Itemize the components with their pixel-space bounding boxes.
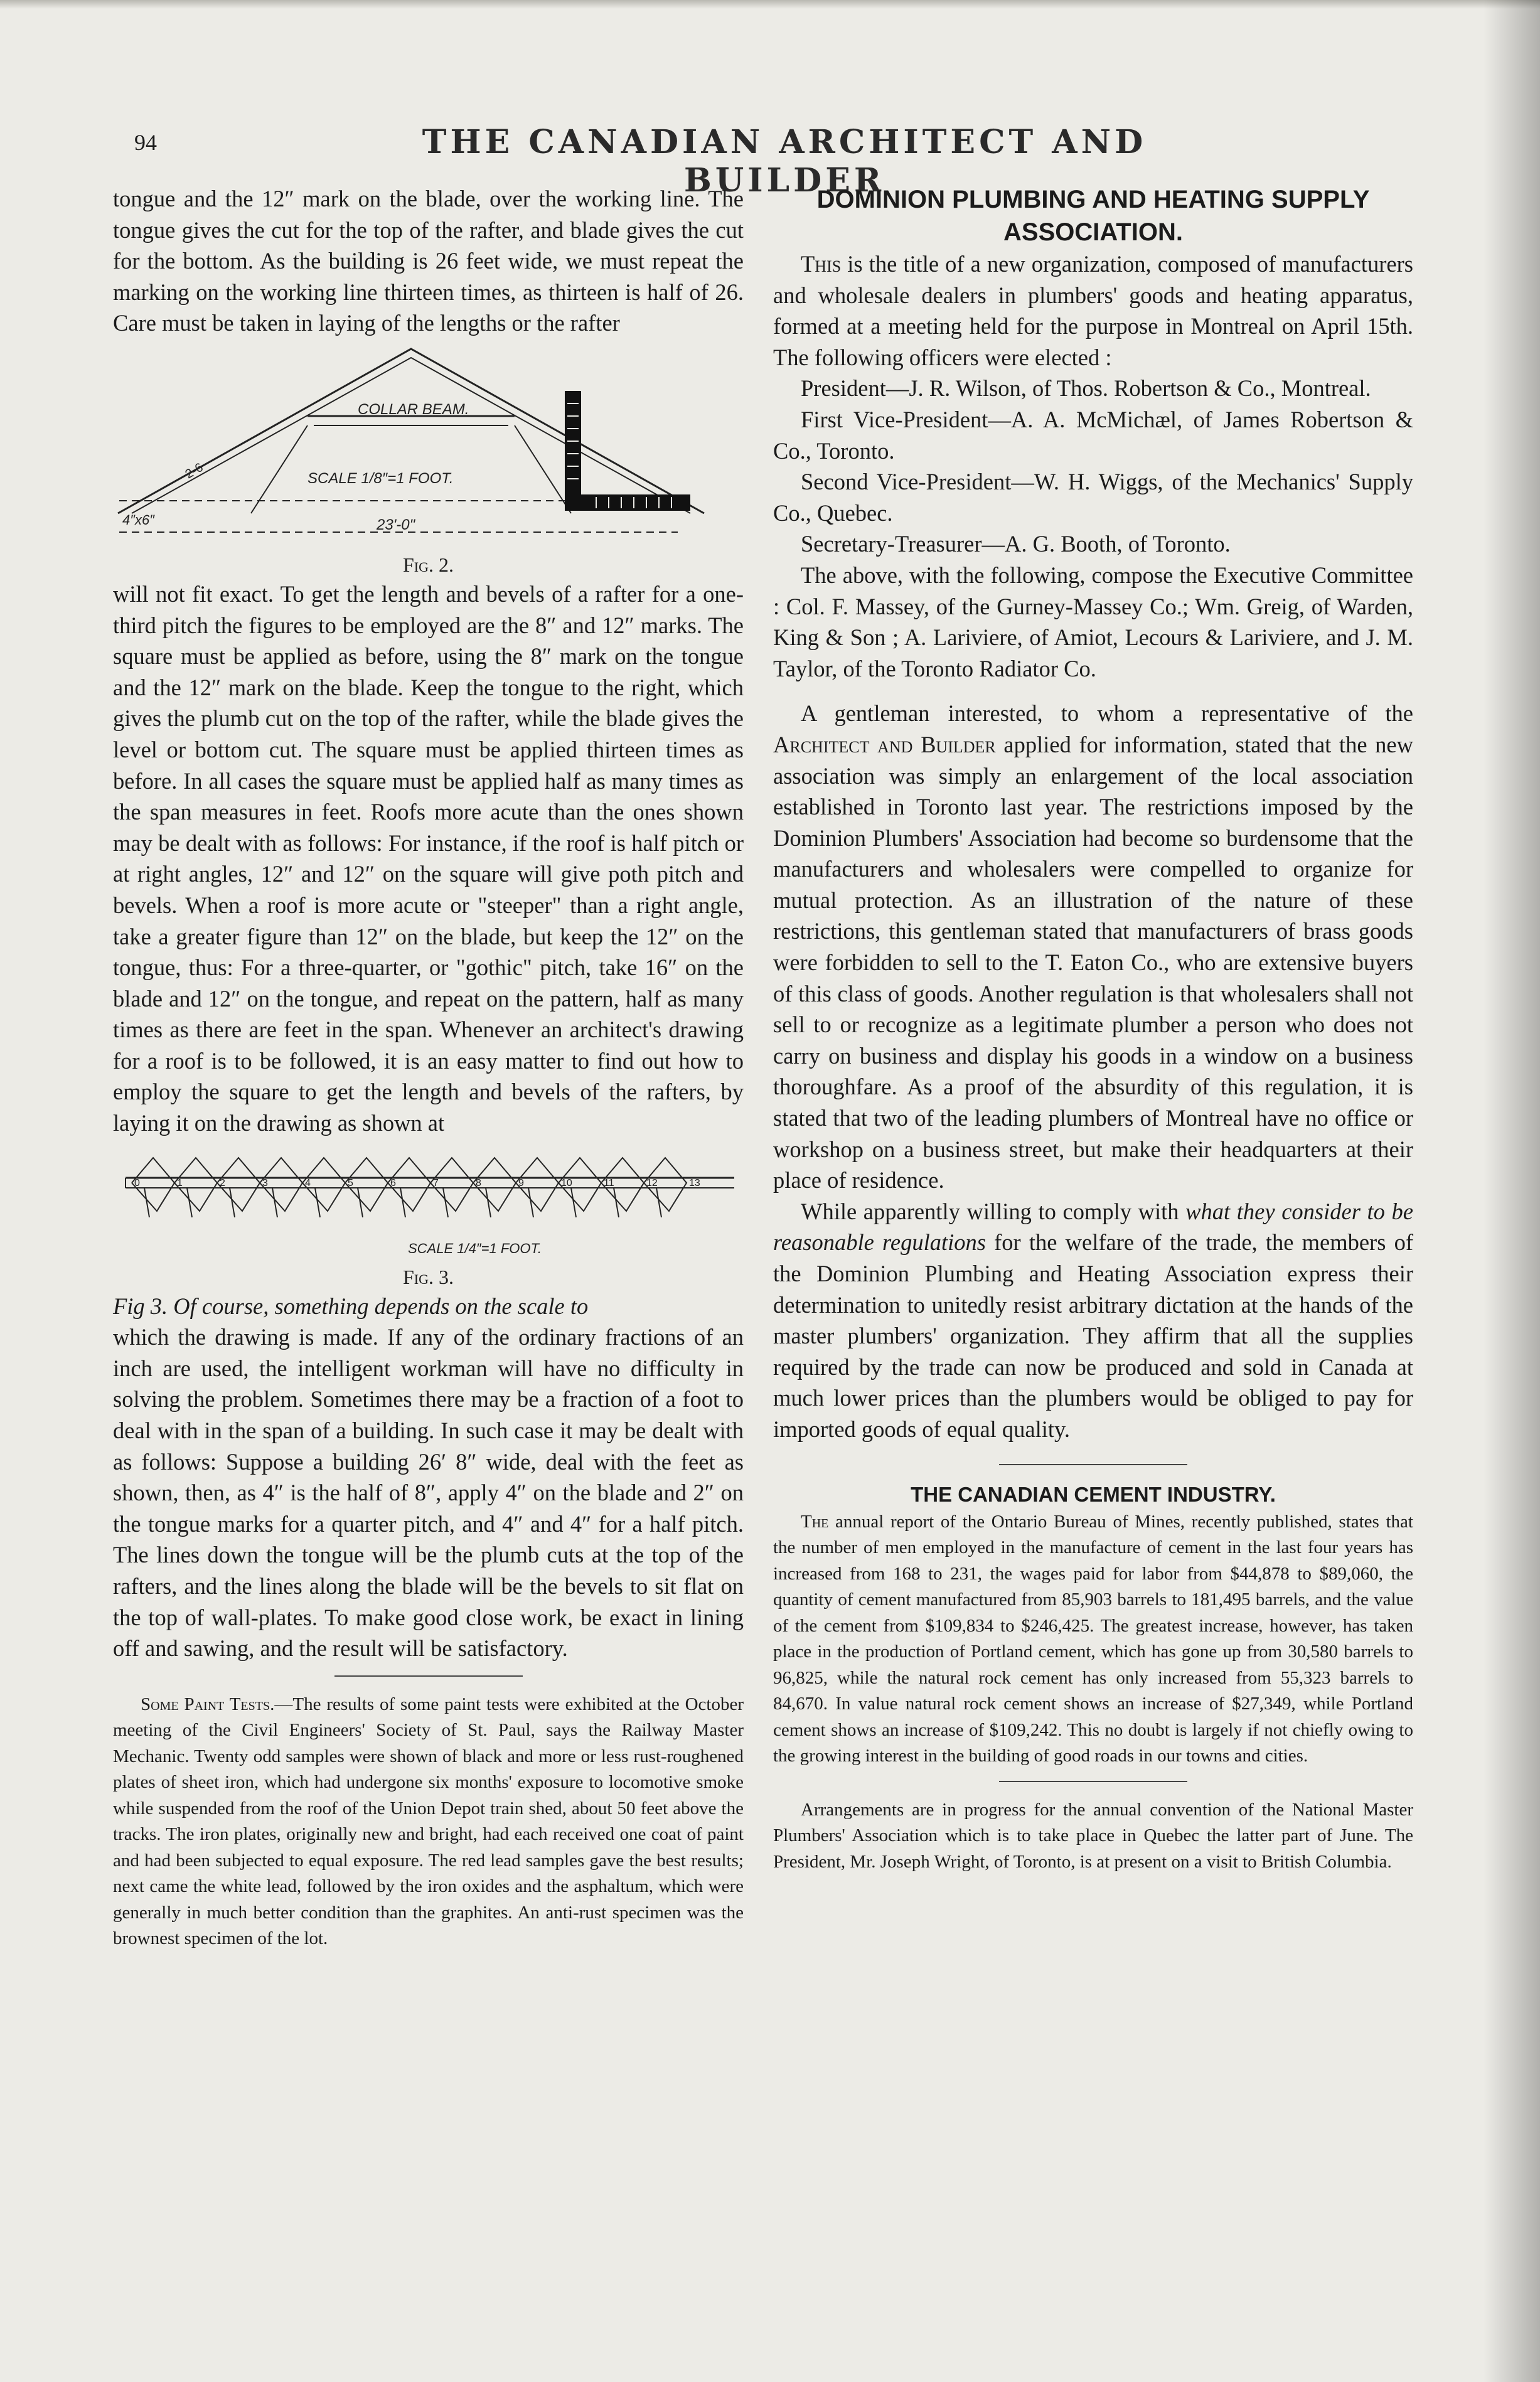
left-paragraph-1: tongue and the 12″ mark on the blade, over the working line. The tongue gives the cut for the top of the rafter, and blade gives the cut for the bottom. As the building is 26 feet wide, we must repeat the marking on the working line thirteen times, as thirteen is half of 26. Care must be taken in laying of the lengths or the rafter — [113, 186, 744, 336]
scale-number: 6 — [390, 1177, 396, 1188]
fig3-scale-label: SCALE 1/4″=1 FOOT. — [408, 1240, 542, 1256]
cement-heading: THE CANADIAN CEMENT INDUSTRY. — [911, 1482, 1276, 1506]
willing-text-a: While apparently willing to comply with — [801, 1198, 1186, 1224]
intro-paragraph — [773, 248, 1413, 373]
collar-beam-label: COLLAR BEAM. — [358, 400, 469, 418]
scale-number: 3 — [262, 1177, 268, 1188]
officer-first-vice-president: First Vice-President—A. A. McMichæl, of James Robertson & Co., Toronto. — [773, 406, 1413, 464]
intro-lead: This — [801, 251, 842, 277]
scale-number: 12 — [646, 1177, 658, 1188]
scale-number: 9 — [518, 1177, 524, 1188]
scale-number: 8 — [476, 1177, 481, 1188]
roof-outline — [118, 349, 704, 513]
journal-name: Architect and Builder — [773, 731, 996, 757]
intro-body: is the title of a new organization, composed of manufacturers and wholesale dealers in plumbers' goods and heating apparatus, formed at a meeting held for the purpose in Montreal on April 15th. The following officers were elected : — [773, 251, 1413, 370]
roof-truss-diagram — [113, 344, 744, 551]
wall-size-label: 4″x6″ — [122, 511, 155, 528]
scale-number: 0 — [134, 1177, 140, 1188]
right-column — [773, 183, 1413, 1875]
scale-label: SCALE 1/8″=1 FOOT. — [307, 469, 454, 487]
pitch-label: 2-6 — [183, 460, 206, 482]
paint-tests-body: —The results of some paint tests were exhibited at the October meeting of the Civil Engineers' Society of St. Paul, says the Railway Master Mechanic. Twenty odd samples were shown of black and more or less rust-roughened plates of sheet iron, which had undergone six months' exposure to locomotive smoke while suspended from the roof of the Union Depot train shed, about 50 feet above the tracks. The iron plates, originally new and bright, had each received one coat of paint and had been subjected to equal exposure. The red lead samples gave the best results; next came the white lead, followed by the iron oxides and the asphaltum, which were generally in much better condition than the graphites. An anti-rust specimen was the brownest specimen of the lot. — [113, 1694, 744, 1949]
committee-paragraph: The above, with the following, compose the Executive Committee : Col. F. Massey, of the Gurney-Massey Co.; Wm. Greig, of Warden, King & Son ; A. Lariviere, of Amiot, Lecours & Lariviere, and J. M. Taylor, of the Toronto Radiator Co. — [773, 562, 1413, 681]
scale-number: 7 — [433, 1177, 439, 1188]
rafter-pattern-diagram — [113, 1151, 744, 1263]
scale-number: 13 — [689, 1177, 700, 1188]
figure-3 — [113, 1151, 744, 1263]
scale-numbers — [134, 1178, 700, 1188]
willing-paragraph — [773, 1196, 1413, 1445]
officer-secretary-treasurer: Secretary-Treasurer—A. G. Booth, of Toronto. — [801, 531, 1231, 557]
scale-number: 5 — [348, 1177, 353, 1188]
cement-body: annual report of the Ontario Bureau of Mines, recently published, states that the number of men employed in the manufacture of cement in the last four years has increased from 168 to 231, the wages paid for labor from $44,878 to $89,060, the quantity of cement manufactured from 85,903 barrels to 181,495 barrels, and the value of the cement from $109,834 to $246,425. The greatest increase, however, has taken place in the production of Portland cement, which has gone up from 30,580 barrels to 96,825, while the natural rock cement has only increased from 55,323 barrels to 84,670. In value natural rock cement shows an increase of $27,349, while Portland cement shows an increase of $109,242. This no doubt is largely if not chiefly owing to the growing interest in the building of good roads in our towns and cities. — [773, 1511, 1413, 1766]
left-paragraph-3-lead: Fig 3. Of course, something depends on the scale to — [113, 1293, 589, 1319]
gentleman-text-b: applied for information, stated that the new association was simply an enlargement of the local association established in Toronto last year. The restrictions imposed by the Dominion Plumbers' Association had become so burdensome that the manufacturers and wholesalers were compelled to organize for mutual protection. As an illustration of the nature of these restrictions, this gentleman stated that manufacturers of brass goods were forbidden to sell to the T. Eaton Co., who are extensive buyers of this class of goods. Another regulation is that wholesalers shall not sell to or recognize as a legitimate plumber a person who does not carry on business and display his goods in a window on a business thoroughfare. As a proof of the absurdity of this regulation, it is stated that two of the leading plumbers of Montreal have no office or workshop on a business street, but make their headquarters at their place of residence. — [773, 731, 1413, 1194]
span-label: 23'-0" — [377, 516, 415, 533]
gentleman-paragraph — [773, 698, 1413, 1196]
square-tongue — [565, 391, 581, 510]
convention-divider — [999, 1781, 1187, 1782]
left-paragraph-3: which the drawing is made. If any of the ordinary fractions of an inch are used, the intelligent workman will have no difficulty in solving the problem. Sometimes there may be a fraction of a foot to deal with in the span of a building. In such case it may be dealt with as follows: Suppose a building 26′ 8″ wide, deal with the feet as shown, then, as 4″ is the half of 8″, apply 4″ on the blade and 2″ on the tongue marks for a quarter pitch, and 4″ and 4″ for a half pitch. The lines down the tongue will be the plumb cuts at the top of the rafters, and the lines along the blade will be the bevels to sit flat on the top of wall-plates. To make good close work, be exact in lining off and sawing, and the result will be satisfactory. — [113, 1324, 744, 1662]
paint-tests-lead: Some Paint Tests. — [141, 1694, 275, 1714]
section-divider — [334, 1675, 523, 1677]
scale-number: 2 — [220, 1177, 225, 1188]
figure-3-caption: Fig. 3. — [402, 1265, 454, 1288]
page-edge-shadow — [1484, 0, 1540, 2382]
scale-number: 1 — [177, 1177, 183, 1188]
scale-number: 10 — [561, 1177, 572, 1188]
page-number: 94 — [134, 130, 157, 155]
cement-paragraph — [773, 1509, 1413, 1770]
paint-tests-paragraph — [113, 1692, 744, 1952]
gentleman-text-a: A gentleman interested, to whom a representative of the — [801, 700, 1413, 727]
officer-president: President—J. R. Wilson, of Thos. Robertson & Co., Montreal. — [801, 375, 1371, 402]
left-column — [113, 183, 744, 1952]
roof-inner-line — [132, 358, 690, 513]
willing-text-b: for the welfare of the trade, the members of the Dominion Plumbing and Heating Association express their determination to unitedly resist arbitrary dictation at the hands of the master plumbers' organization. They affirm that all the supplies required by the trade can now be produced and sold in Canada at much lower prices than the plumbers would be obliged to pay for imported goods of equal quality. — [773, 1229, 1413, 1442]
willing-text-italic: what they consider to be reasonable regulations — [773, 1198, 1413, 1256]
cement-divider — [999, 1464, 1187, 1465]
cement-lead: The — [801, 1511, 829, 1532]
figure-2-caption: Fig. 2. — [402, 553, 454, 576]
article-heading: DOMINION PLUMBING AND HEATING SUPPLY ASSOCIATION. — [816, 186, 1370, 246]
convention-paragraph: Arrangements are in progress for the annual convention of the National Master Plumbers' Association which is to take place in Quebec the latter part of June. The President, Mr. Joseph Wright, of Toronto, is at present on a visit to British Columbia. — [773, 1799, 1413, 1872]
left-paragraph-2: will not fit exact. To get the length and bevels of a rafter for a one-third pitch the figures to be employed are the 8″ and 12″ marks. The square must be applied as before, using the 8″ mark on the tongue and the 12″ mark on the blade. Keep the tongue to the right, which gives the plumb cut on the top of the rafter, while the blade gives the level or bottom cut. The square must be applied thirteen times as before. In all cases the square must be applied half as many times as the span measures in feet. Roofs more acute than the ones shown may be dealt with as follows: For instance, if the roof is half pitch or at right angles, 12″ and 12″ on the square will give poth pitch and bevels. When a roof is more acute or "steeper" than a right angle, take a greater figure than 12″ on the blade, but keep the 12″ on the tongue, thus: For a three-quarter, or "gothic" pitch, take 16″ on the blade and 12″ on the tongue, and repeat on the pattern, half as many times as there are feet in the span. Whenever an architect's drawing for a roof is to be followed, it is an easy matter to find out how to employ the square to get the length and bevels of the rafters, by laying it on the drawing as shown at — [113, 580, 744, 1136]
figure-2 — [113, 344, 744, 551]
running-head: THE CANADIAN ARCHITECT AND BUILDER — [422, 123, 1147, 200]
scale-number: 11 — [604, 1177, 614, 1188]
page-top-edge — [0, 0, 1540, 9]
scale-number: 4 — [305, 1177, 311, 1188]
officer-second-vice-president: Second Vice-President—W. H. Wiggs, of the Mechanics' Supply Co., Quebec. — [773, 469, 1413, 526]
